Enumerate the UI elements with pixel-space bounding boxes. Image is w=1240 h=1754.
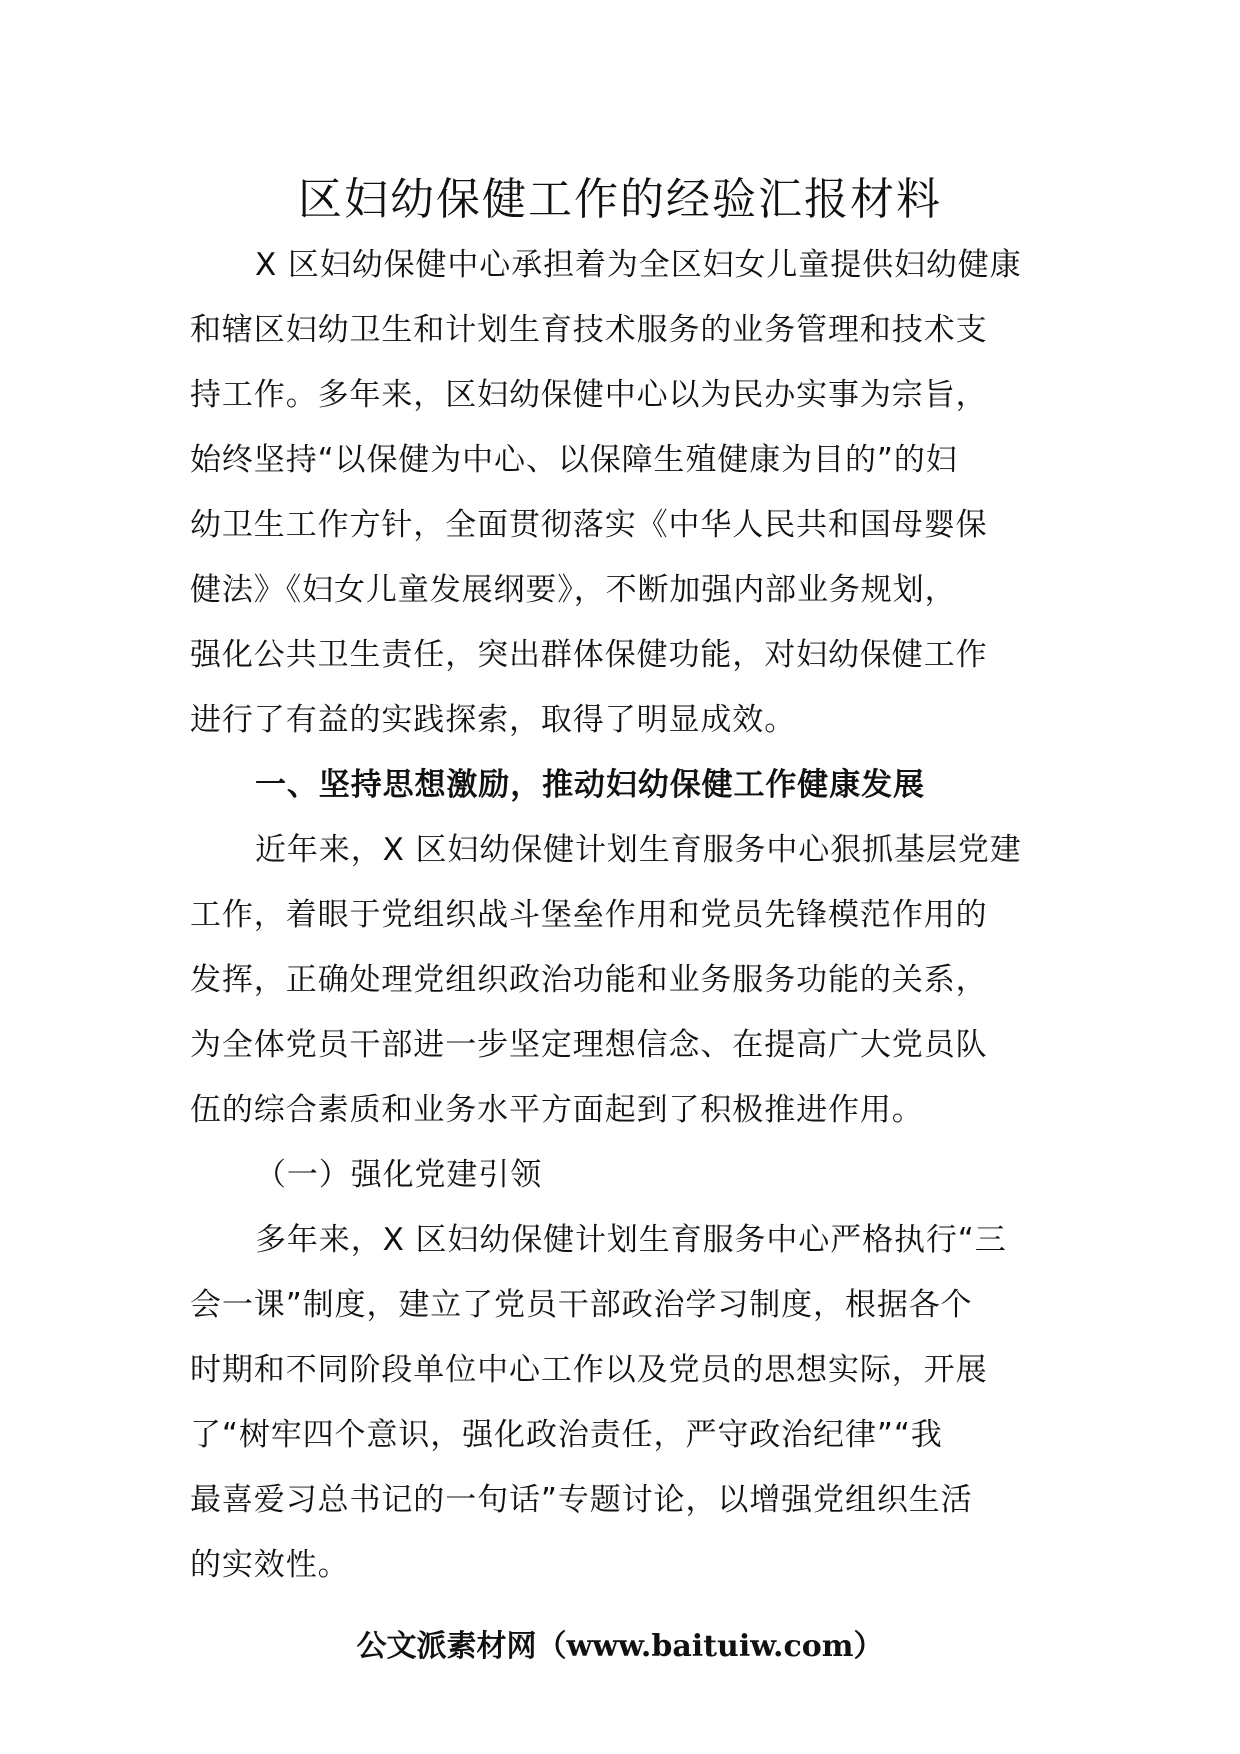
paragraph-3-line-3: 时期和不同阶段单位中心工作以及党员的思想实际，开展 xyxy=(190,1352,988,1388)
paragraph-2-line-4: 为全体党员干部进一步坚定理想信念、在提高广大党员队 xyxy=(190,1027,988,1063)
paragraph-1-line-5: 幼卫生工作方针，全面贯彻落实《中华人民共和国母婴保 xyxy=(190,507,988,543)
paragraph-2-line-1: 近年来，X 区妇幼保健计划生育服务中心狠抓基层党建 xyxy=(255,832,1022,868)
paragraph-2-line-5: 伍的综合素质和业务水平方面起到了积极推进作用。 xyxy=(190,1092,924,1128)
paragraph-3-line-4: 了“树牢四个意识，强化政治责任，严守政治纪律”“我 xyxy=(190,1417,943,1453)
paragraph-1-line-3: 持工作。多年来，区妇幼保健中心以为民办实事为宗旨， xyxy=(190,377,988,413)
document-body xyxy=(190,233,1058,1598)
paragraph-1-line-8: 进行了有益的实践探索，取得了明显成效。 xyxy=(190,702,797,738)
paragraph-1-line-1: X 区妇幼保健中心承担着为全区妇女儿童提供妇幼健康 xyxy=(255,247,1022,283)
paragraph-2-line-2: 工作，着眼于党组织战斗堡垒作用和党员先锋模范作用的 xyxy=(190,897,988,933)
document-title: 区妇幼保健工作的经验汇报材料 xyxy=(298,174,942,225)
paragraph-1-line-7: 强化公共卫生责任，突出群体保健功能，对妇幼保健工作 xyxy=(190,637,988,673)
paragraph-3-line-5: 最喜爱习总书记的一句话”专题讨论，以增强党组织生活 xyxy=(190,1482,973,1518)
paragraph-1-line-4: 始终坚持“以保健为中心、以保障生殖健康为目的”的妇 xyxy=(190,442,958,478)
paragraph-1-line-2: 和辖区妇幼卫生和计划生育技术服务的业务管理和技术支 xyxy=(190,312,988,348)
paragraph-2-line-3: 发挥，正确处理党组织政治功能和业务服务功能的关系， xyxy=(190,962,988,998)
paragraph-3-line-2: 会一课”制度，建立了党员干部政治学习制度，根据各个 xyxy=(190,1287,973,1323)
paragraph-3-line-1: 多年来，X 区妇幼保健计划生育服务中心严格执行“三 xyxy=(255,1222,1007,1258)
paragraph-3-line-6: 的实效性。 xyxy=(190,1547,350,1583)
section-heading-1: 一、坚持思想激励，推动妇幼保健工作健康发展 xyxy=(255,767,925,803)
subsection-heading-1: （一）强化党建引领 xyxy=(255,1157,543,1193)
paragraph-1-line-6: 健法》《妇女儿童发展纲要》，不断加强内部业务规划， xyxy=(190,572,957,608)
footer-watermark-text: 公文派素材网（www.baituiw.com） xyxy=(356,1629,884,1664)
